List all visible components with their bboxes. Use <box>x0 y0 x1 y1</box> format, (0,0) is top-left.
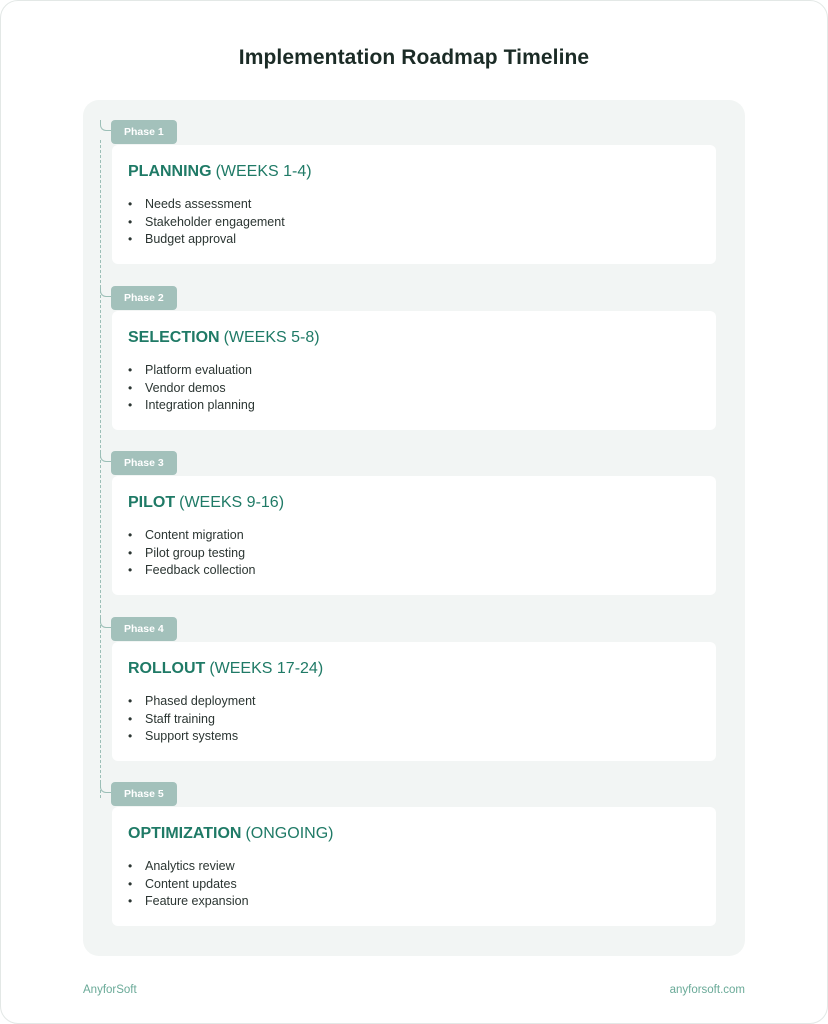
phase-2-heading <box>128 329 320 347</box>
task-text: Budget approval <box>145 232 237 246</box>
phase-3-title: PILOT <box>128 494 176 511</box>
phase-3-card <box>112 476 716 595</box>
list-item <box>128 893 249 911</box>
task-text: Content updates <box>145 876 237 891</box>
list-item <box>128 545 255 563</box>
bullet: • <box>128 729 133 743</box>
phase-4-tag: Phase 4 <box>111 617 177 641</box>
bullet: • <box>128 859 133 873</box>
phase-2-task-list <box>128 362 255 415</box>
bullet: • <box>128 711 133 726</box>
phase-3-task-list <box>128 527 255 580</box>
phase-2-title: SELECTION <box>128 329 220 346</box>
phase-5-task-list <box>128 858 249 911</box>
list-item <box>128 711 256 729</box>
list-item <box>128 214 285 232</box>
task-text: Analytics review <box>145 859 235 873</box>
bullet: • <box>128 563 133 577</box>
list-item <box>128 876 249 894</box>
phase-4-title: ROLLOUT <box>128 660 206 677</box>
bullet: • <box>128 694 133 708</box>
phase-3-tag: Phase 3 <box>111 451 177 475</box>
phase-1-heading <box>128 163 312 181</box>
phase-4-heading <box>128 660 323 678</box>
task-text: Platform evaluation <box>145 363 253 377</box>
page-title: Implementation Roadmap Timeline <box>238 46 590 69</box>
bullet: • <box>128 545 133 560</box>
task-text: Content migration <box>145 528 244 542</box>
bullet: • <box>128 398 133 412</box>
task-text: Feature expansion <box>145 894 249 908</box>
task-text: Support systems <box>145 729 239 743</box>
phase-4-task-list <box>128 693 256 746</box>
phase-1-card <box>112 145 716 264</box>
phase-3-heading <box>128 494 284 512</box>
task-text: Vendor demos <box>145 380 226 395</box>
phase-3-range: (WEEKS 9-16) <box>179 494 285 511</box>
task-text: Pilot group testing <box>145 545 246 560</box>
task-text: Needs assessment <box>145 197 252 211</box>
footer-brand: AnyforSoft <box>83 984 137 996</box>
bullet: • <box>128 380 133 395</box>
list-item <box>128 527 255 545</box>
phase-4-card <box>112 642 716 761</box>
phase-4-range: (WEEKS 17-24) <box>209 660 324 677</box>
bullet: • <box>128 363 133 377</box>
phase-5-tag: Phase 5 <box>111 782 177 806</box>
bullet: • <box>128 197 133 211</box>
list-item <box>128 380 255 398</box>
phase-5-card <box>112 807 716 926</box>
list-item <box>128 858 249 876</box>
phase-2-tag: Phase 2 <box>111 286 177 310</box>
timeline-rail <box>100 140 101 798</box>
phase-1-task-list <box>128 196 285 249</box>
list-item <box>128 693 256 711</box>
footer-website: anyforsoft.com <box>669 984 745 996</box>
list-item <box>128 397 255 415</box>
list-item <box>128 562 255 580</box>
list-item <box>128 728 256 746</box>
list-item <box>128 231 285 249</box>
task-text: Integration planning <box>145 398 255 412</box>
phase-5-title: OPTIMIZATION <box>128 825 242 842</box>
bullet: • <box>128 528 133 542</box>
bullet: • <box>128 214 133 229</box>
bullet: • <box>128 232 133 246</box>
phase-5-heading <box>128 825 333 843</box>
task-text: Staff training <box>145 711 215 726</box>
phase-1-title: PLANNING <box>128 163 212 180</box>
bullet: • <box>128 876 133 891</box>
task-text: Phased deployment <box>145 694 256 708</box>
phase-1-tag: Phase 1 <box>111 120 177 144</box>
timeline-panel <box>83 100 745 956</box>
task-text: Feedback collection <box>145 563 256 577</box>
task-text: Stakeholder engagement <box>145 214 285 229</box>
phase-2-card <box>112 311 716 430</box>
list-item <box>128 362 255 380</box>
list-item <box>128 196 285 214</box>
phase-2-range: (WEEKS 5-8) <box>223 329 320 346</box>
phase-5-range: (ONGOING) <box>245 825 334 842</box>
phase-1-range: (WEEKS 1-4) <box>215 163 312 180</box>
bullet: • <box>128 894 133 908</box>
